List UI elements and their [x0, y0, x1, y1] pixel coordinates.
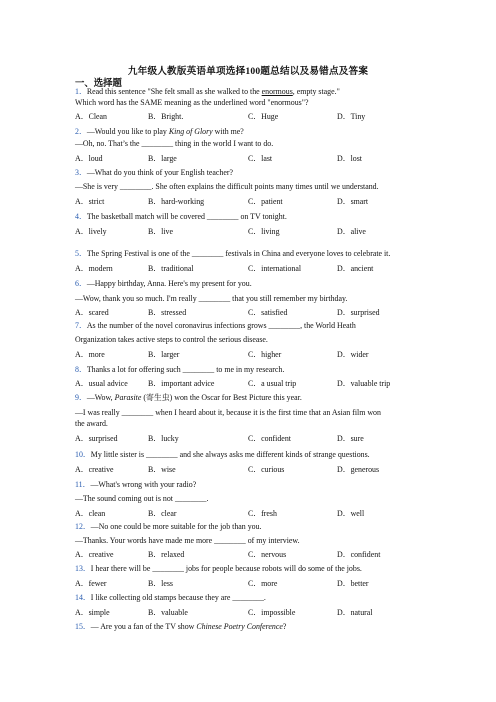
option-c: C．patient — [248, 197, 283, 206]
option-a: A．surprised — [75, 434, 118, 443]
question-12: 12．—No one could be more suitable for the job than you. — [75, 522, 262, 531]
underlined-word: enormous — [261, 87, 293, 96]
option-c: C．confident — [248, 434, 291, 443]
option-c: C．last — [248, 154, 273, 163]
option-b: B．larger — [148, 350, 180, 359]
option-a: A．creative — [75, 465, 114, 474]
option-c: C．a usual trip — [248, 379, 297, 388]
option-b: B．lucky — [148, 434, 179, 443]
question-6: 6．—Happy birthday, Anna. Here's my present for you. — [75, 279, 252, 288]
option-c: C．nervous — [248, 550, 287, 559]
question-number: 9． — [75, 393, 87, 402]
option-d: D．ancient — [337, 264, 374, 273]
question-12-options — [75, 550, 420, 560]
option-d: D．lost — [337, 154, 362, 163]
question-number: 15． — [75, 622, 91, 631]
option-a: A．scared — [75, 308, 109, 317]
option-d: D．well — [337, 509, 365, 518]
italic-title: King of Glory — [168, 127, 213, 136]
question-number: 6． — [75, 279, 87, 288]
option-d: D．sure — [337, 434, 364, 443]
question-6-line-2: —Wow, thank you so much. I'm really ________ that you still remember my birthday. — [75, 294, 348, 303]
question-number: 1． — [75, 87, 87, 96]
italic-title: Parasite — [114, 393, 142, 402]
option-c: C．living — [248, 227, 280, 236]
italic-title: Chinese Poetry Conference — [196, 622, 283, 631]
option-a: A．simple — [75, 608, 110, 617]
option-b: B．relaxed — [148, 550, 185, 559]
option-b: B．valuable — [148, 608, 188, 617]
question-number: 3． — [75, 168, 87, 177]
question-3-line-2: —She is very ________. She often explains the difficult points many times until we understand. — [75, 182, 379, 191]
option-d: D．wider — [337, 350, 369, 359]
question-10-options — [75, 465, 420, 475]
option-b: B．wise — [148, 465, 176, 474]
option-b: B．Bright. — [148, 112, 184, 121]
question-5-options — [75, 264, 420, 274]
option-c: C．impossible — [248, 608, 296, 617]
option-c: C．international — [248, 264, 302, 273]
question-9-line-2: —I was really ________ when I heard about it, because it is the first time that an Asian film won — [75, 408, 381, 417]
question-2-line-2: —Oh, no. That’s the ________ thing in the world I want to do. — [75, 139, 274, 148]
question-13: 13．I hear there will be ________ jobs for people because robots will do some of the jobs. — [75, 564, 362, 573]
question-number: 10． — [75, 450, 91, 459]
option-c: C．Huge — [248, 112, 279, 121]
question-7-options — [75, 350, 420, 360]
option-a: A．creative — [75, 550, 114, 559]
option-d: D．generous — [337, 465, 380, 474]
question-14: 14．I like collecting old stamps because they are ________. — [75, 593, 266, 602]
question-7: 7．As the number of the novel coronavirus infections grows ________, the World Heath — [75, 321, 356, 330]
question-number: 5． — [75, 249, 87, 258]
question-number: 12． — [75, 522, 91, 531]
option-c: C．higher — [248, 350, 282, 359]
option-d: D．Tiny — [337, 112, 366, 121]
question-8: 8．Thanks a lot for offering such ________ to me in my research. — [75, 365, 285, 374]
question-number: 13． — [75, 564, 91, 573]
question-9-line-3: the award. — [75, 419, 108, 428]
option-b: B．clear — [148, 509, 177, 518]
question-number: 7． — [75, 321, 87, 330]
option-d: D．valuable trip — [337, 379, 391, 388]
question-number: 2． — [75, 127, 87, 136]
option-d: D．better — [337, 579, 369, 588]
option-a: A．fewer — [75, 579, 107, 588]
question-1-line-2: Which word has the SAME meaning as the underlined word "enormous"? — [75, 98, 309, 107]
question-number: 8． — [75, 365, 87, 374]
option-c: C．fresh — [248, 509, 277, 518]
question-7-line-2: Organization takes active steps to control the serious disease. — [75, 335, 268, 344]
option-d: D．surprised — [337, 308, 380, 317]
question-4-options — [75, 227, 420, 237]
question-9: 9．—Wow, Parasite (寄生虫) won the Oscar for Best Picture this year. — [75, 393, 302, 402]
option-d: D．alive — [337, 227, 366, 236]
question-11-options — [75, 509, 420, 519]
option-d: D．confident — [337, 550, 381, 559]
question-2: 2．—Would you like to play King of Glory with me? — [75, 127, 244, 136]
document-title: 九年级人教版英语单项选择100题总结以及易错点及答案 — [127, 66, 369, 77]
question-number: 14． — [75, 593, 91, 602]
section-heading: 一、选择题 — [75, 79, 122, 89]
option-a: A．clean — [75, 509, 106, 518]
option-c: C．curious — [248, 465, 285, 474]
question-15: 15．— Are you a fan of the TV show Chinese Poetry Conference? — [75, 622, 287, 631]
question-3: 3．—What do you think of your English teacher? — [75, 168, 234, 177]
option-b: B．live — [148, 227, 173, 236]
option-a: A．usual advice — [75, 379, 128, 388]
option-a: A．strict — [75, 197, 105, 206]
option-d: D．smart — [337, 197, 369, 206]
option-a: A．modern — [75, 264, 113, 273]
option-b: B．less — [148, 579, 173, 588]
option-b: B．important advice — [148, 379, 215, 388]
option-a: A．Clean — [75, 112, 107, 121]
option-c: C．satisfied — [248, 308, 288, 317]
option-a: A．lively — [75, 227, 107, 236]
option-c: C．more — [248, 579, 278, 588]
option-b: B．hard-working — [148, 197, 205, 206]
question-3-options — [75, 197, 420, 207]
question-number: 4． — [75, 212, 87, 221]
question-2-options — [75, 154, 420, 164]
option-b: B．stressed — [148, 308, 187, 317]
question-13-options — [75, 579, 420, 589]
question-1: 1．Read this sentence "She felt small as she walked to the enormous, empty stage." — [75, 87, 340, 96]
question-10: 10．My little sister is ________ and she always asks me different kinds of strange questions. — [75, 450, 370, 459]
option-b: B．large — [148, 154, 177, 163]
option-a: A．more — [75, 350, 105, 359]
question-4: 4．The basketball match will be covered ________ on TV tonight. — [75, 212, 287, 221]
option-a: A．loud — [75, 154, 103, 163]
question-number: 11． — [75, 480, 91, 489]
question-6-options — [75, 308, 420, 318]
question-11-line-2: —The sound coming out is not ________. — [75, 494, 209, 503]
question-9-options — [75, 434, 420, 444]
option-d: D．natural — [337, 608, 373, 617]
question-11: 11．—What's wrong with your radio? — [75, 480, 197, 489]
option-b: B．traditional — [148, 264, 194, 273]
question-5: 5．The Spring Festival is one of the ________ festivals in China and everyone loves to celebrate it. — [75, 249, 391, 258]
question-14-options — [75, 608, 420, 618]
question-12-line-2: —Thanks. Your words have made me more ________ of my interview. — [75, 536, 300, 545]
question-8-options — [75, 379, 420, 389]
question-1-options — [75, 112, 420, 122]
